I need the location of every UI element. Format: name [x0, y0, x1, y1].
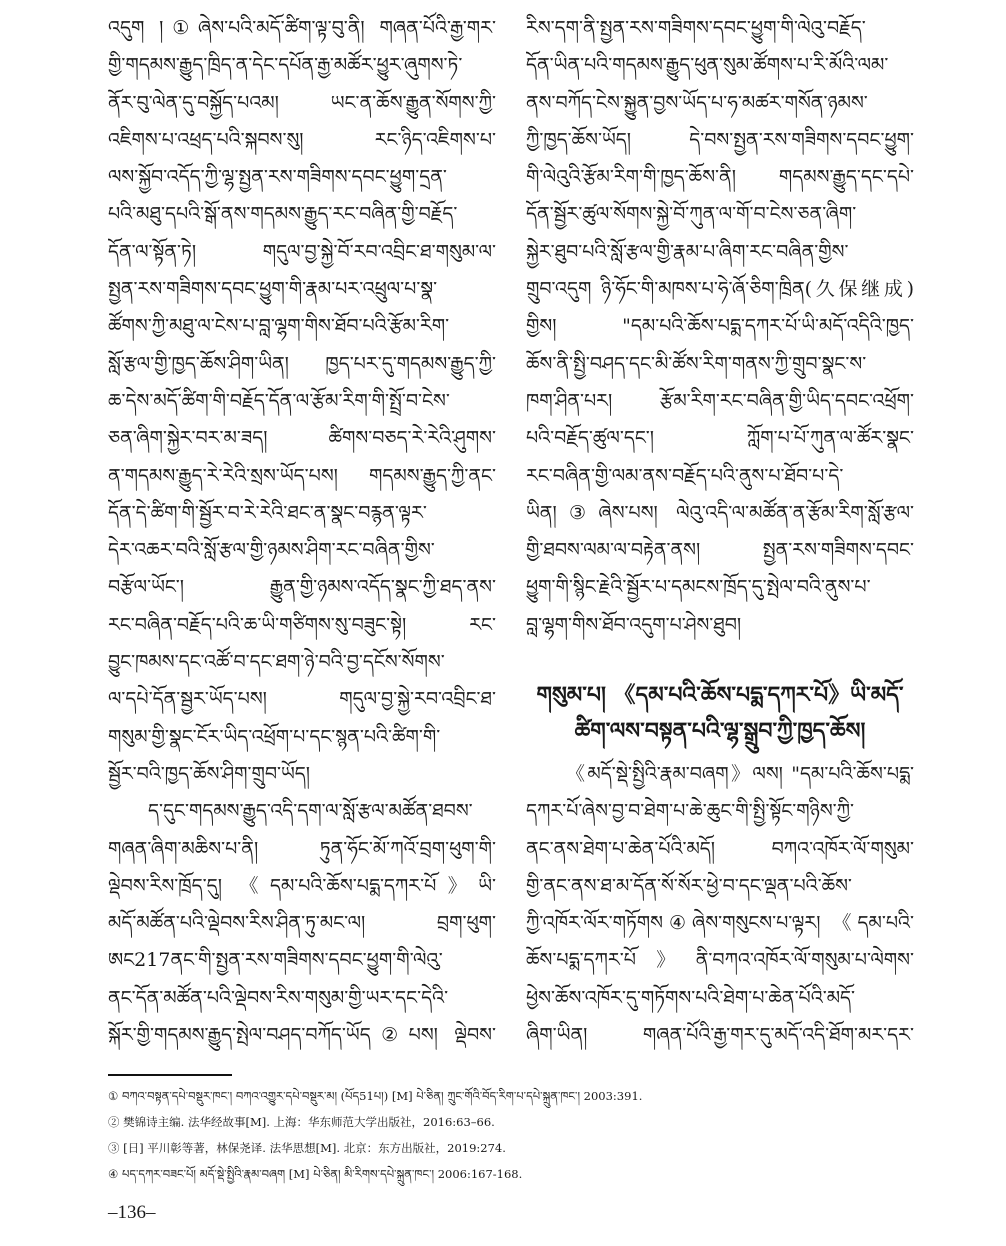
- text-line: ཆོས་པདྨ་དཀར་པོ》ནི་བཀའ་འཁོར་ལོ་གསུམ་པ་ལེགས་: [526, 949, 914, 972]
- text-line: གྱིས། "དམ་པའི་ཆོས་པདྨ་དཀར་པོ་ཡི་མདོ་འདིའི་ཁྱད་: [526, 315, 914, 338]
- text-line: གྱི་གདམས་རྒྱུད་ཁྲིད་ན་དེང་དཔོན་རྒྱ་མཚོར་ཕྱུར་ཞུགས་ཏེ་: [108, 54, 463, 77]
- text-line: བྱུང་ཁམས་དང་འཚོ་བ་དང་ཐག་ཉེ་བའི་བྱ་དངོས་སོགས་: [108, 651, 445, 674]
- text-line: ཁག་ཤིན་པར། རྩོམ་རིག་རང་བཞིན་གྱི་ཡིད་དབང་འཕྲོག་: [526, 389, 914, 412]
- text-line: ནང་དོན་མཚོན་པའི་ལྡེབས་རིས་གསུམ་གྱི་ཡར་དང་དེའི་: [108, 986, 449, 1009]
- footnote-divider: [108, 1074, 232, 1076]
- left-column: [108, 10, 496, 1054]
- text-line: ཆ་དེས་མདོ་ཚིག་གི་བརྗོད་དོན་ལ་རྩོམ་རིག་གི་སྤྲོ་བ་ངེས་: [108, 389, 450, 412]
- text-line: བརྩོལ་ཡོང་། རྒྱུན་གྱི་ཉམས་འདོད་སྣང་ཀྱི་ཐད་ནས་: [108, 576, 496, 599]
- footnote-4: ④ པད་དཀར་བཟང་པོ། མདོ་སྡེ་སྤྱིའི་རྣམ་བཞག [M] པེ་ཅིན། མི་རིགས་དཔེ་སྐྲུན་ཁང་། 2006:167-168.: [108, 1167, 523, 1181]
- text-line: ན་གདམས་རྒྱུད་རེ་རེའི་སྲས་ཡོད་པས། གདམས་རྒྱུད་ཀྱི་ནང་: [108, 464, 496, 487]
- footnote-2: ② 樊锦诗主编. 法华经故事[M]. 上海：华东师范大学出版社，2016:63–66.: [108, 1115, 495, 1129]
- text-line: ལས་སྐྱོབ་འདོད་ཀྱི་ལྷ་སྤྱན་རས་གཟིགས་དབང་ཕྱུག་དྲན་: [108, 166, 447, 189]
- text-line: གསུམ་གྱི་སྣང་ངོར་ཡིད་འཕྲོག་པ་དང་སྙན་པའི་ཚིག་གི་: [108, 725, 441, 748]
- text-line: ནས་བཀོད་ངེས་སྐྱུན་བྱས་ཡོད་པ་ཧ་མཚར་གསོན་ཉམས་: [526, 91, 868, 114]
- text-line: ཆོས་ནི་སྤྱི་བཤད་དང་མི་ཚོས་རིག་གནས་ཀྱི་གྲུབ་སྣང་ས་: [526, 352, 867, 375]
- text-line: ད་དུང་གདམས་རྒྱུད་འདི་དག་ལ་སློ་རྩལ་མཚོན་ཐབས་: [148, 800, 473, 823]
- text-line: རིས་དག་ནི་སྤྱན་རས་གཟིགས་དབང་ཕྱུག་གི་ལེའུ་བརྗོད་: [526, 17, 866, 39]
- text-line: ཅན་ཞིག་སྐྱེར་བར་མ་ཟད། ཚིགས་བཅད་རེ་རེའི་ཤུགས་: [108, 427, 496, 450]
- text-line: དོན་ལ་སྟོན་ཏེ། གདུལ་བྱ་སྐྱེ་བོ་རབ་འབྲིང་ཐ་གསུམ་ལ་: [108, 240, 496, 263]
- text-line: བླ་ལྷག་གིས་ཐོབ་འདུག་པ་ཤེས་ཐུབ།: [526, 613, 742, 636]
- right-column-bottom: [526, 756, 914, 1054]
- text-line: ཕྱུག་གི་སྙིང་རྗེའི་སྦྱོར་པ་དམངས་ཁྲོད་དུ་སྤེལ་བའི་ནུས་པ་: [526, 576, 871, 599]
- text-line: གྱི་ཐབས་ལམ་ལ་བརྟེན་ནས། སྤྱན་རས་གཟིགས་དབང་: [526, 539, 914, 562]
- right-column: [526, 10, 914, 644]
- text-line: དེར་འཆར་བའི་སློ་རྩལ་གྱི་ཉམས་ཤིག་རང་བཞིན་གྱིས་: [108, 539, 435, 562]
- text-line: པའི་མཐུ་དཔའི་སྒོ་ནས་གདམས་རྒྱུད་རང་བཞིན་གྱི་བརྗོད་: [108, 203, 458, 226]
- text-line: སྐོར་གྱི་གདམས་རྒྱུད་སྤེལ་བཤད་བཀོད་ཡོད②པས། ལྡེབས་: [108, 1024, 496, 1047]
- text-line: འདུག །①ཞེས་པའི་མདོ་ཚིག་ལྟ་བུ་ནི། གཞན་པོའི་རྒྱ་གར་: [108, 17, 496, 39]
- section-heading-line-1: གསུམ་པ། 《དམ་པའི་ཆོས་པདྨ་དཀར་པོ》ཡི་མདོ་: [536, 682, 904, 708]
- text-line: ཀྱི་འཁོར་ལོར་གཏོགས④ཞེས་གསུངས་པ་ལྟར། 《དམ་པའི་: [526, 912, 914, 935]
- text-line: རང་བཞིན་བརྗོད་པའི་ཆ་ཡི་གཙིགས་སུ་བཟུང་སྟེ། རང་: [108, 613, 496, 636]
- text-line: ཡིན།③ཞེས་པས། ལེའུ་འདི་ལ་མཚོན་ན་རྩོམ་རིག་སློ་རྩལ་: [526, 501, 914, 524]
- page-number: –136–: [108, 1202, 156, 1223]
- text-line: སློ་རྩལ་གྱི་ཁྱད་ཆོས་ཤིག་ཡིན། ཁྱད་པར་དུ་གདམས་རྒྱུད་ཀྱི་: [108, 352, 496, 375]
- text-line: གྱི་ནང་ནས་ཐ་མ་དོན་སོ་སོར་ཕྱེ་བ་དང་ལྡན་པའི་ཆོས་: [526, 874, 852, 897]
- text-line: སྤྱན་རས་གཟིགས་དབང་ཕྱུག་གི་རྣམ་པར་འཕྲུལ་པ་སྣ་: [108, 278, 438, 301]
- text-line: འཇིགས་པ་འཕྲད་པའི་སྐབས་སུ། རང་ཉིད་འཇིགས་པ་: [108, 128, 496, 151]
- text-line: ཞིག་ཡིན། གཞན་པོའི་རྒྱ་གར་དུ་མདོ་འདི་ཐོག་མར་དར་: [526, 1024, 914, 1047]
- text-line: ཚོགས་ཀྱི་མཐུ་ལ་ངེས་པ་བླ་ལྷག་གིས་ཐོབ་པའི་རྩོམ་རིག་: [108, 315, 450, 338]
- text-line: ནོར་བུ་ལེན་དུ་བསྐྱོད་པའམ། ཡང་ན་ཆོས་རྒྱུན་སོགས་ཀྱི་: [108, 91, 496, 114]
- text-line: གྲུབ་འདུག ཉི་ཧོང་གི་མཁས་པ་ཧེ་ཞོ་ཅིག་ཁྲིན(久保继成): [526, 278, 914, 301]
- text-line: ནང་ནས་ཐེག་པ་ཆེན་པོའི་མདོ། བཀའ་འཁོར་ལོ་གསུམ་: [526, 837, 914, 860]
- text-line: གི་ལེའུའི་རྩོམ་རིག་གི་ཁྱད་ཆོས་ནི། གདམས་རྒྱུད་དང་དཔེ་: [526, 166, 914, 189]
- text-line: 《མདོ་སྡེ་སྤྱིའི་རྣམ་བཞག》ལས། "དམ་པའི་ཆོས་པདྨ་: [566, 763, 914, 785]
- text-line: ལྡེབས་རིས་ཁྲོད་དུ། 《དམ་པའི་ཆོས་པདྨ་དཀར་པོ》ཡི་: [108, 874, 496, 897]
- text-line: རང་བཞིན་གྱི་ལམ་ནས་བརྗོད་པའི་ནུས་པ་ཐོབ་པ་དེ་: [526, 464, 844, 487]
- section-heading-line-2: ཚིག་ལས་བསྟན་པའི་ལྷ་སྒྲུབ་ཀྱི་ཁྱད་ཆོས།: [574, 718, 866, 744]
- text-line: པའི་བརྗོད་ཚུལ་དང་། ཀློག་པ་པོ་ཀུན་ལ་ཚོར་སྣང་: [526, 427, 914, 450]
- text-line: སྦྱོར་བའི་ཁྱད་ཆོས་ཤིག་གྲུབ་ཡོད།: [108, 762, 311, 785]
- footnote-1: ① བཀའ་བསྟན་དཔེ་བསྡུར་ཁང་། བཀའ་འགྱུར་དཔེ་བསྡུར་མ། (པོད51པ།) [M] པེ་ཅིན། ཀྲུང་གོའི་བོད་རིག་པ་དཔེ་སྐྲུན་ཁང་། 2003:391.: [108, 1089, 643, 1103]
- text-line: དོན་སྦྱོར་ཚུལ་སོགས་སྐྱེ་བོ་ཀུན་ལ་གོ་བ་ངེས་ཅན་ཞིག་: [526, 203, 857, 226]
- text-line: ཕྱེས་ཆོས་འཁོར་དུ་གཏོགས་པའི་ཐེག་པ་ཆེན་པོའི་མདོ་: [526, 986, 856, 1009]
- text-line: མདོ་མཚོན་པའི་ལྡེབས་རིས་ཤིན་ཏུ་མང་ལ། བྲག་ཕུག་: [108, 912, 496, 935]
- text-line: སྐྱེར་ཐུབ་པའི་སློ་རྩལ་གྱི་རྣམ་པ་ཞིག་རང་བཞིན་གྱིས་: [526, 240, 849, 263]
- text-line: དཀར་པོ་ཞེས་བྱ་བ་ཐེག་པ་ཆེ་ཆུང་གི་སྤྱི་སྟོང་གཉིས་ཀྱི་: [526, 800, 854, 823]
- text-line: ལ་དཔེ་དོན་སྦྱར་ཡོད་པས། གདུལ་བྱ་སྐྱེ་རབ་འབྲིང་ཐ་: [108, 688, 496, 711]
- text-line: དོན་དེ་ཚིག་གི་སྦྱོར་བ་རེ་རེའི་ཐང་ན་སྣང་བརྙན་ལྟར་: [108, 501, 427, 524]
- text-line: ཨང217ནང་གི་སྤྱན་རས་གཟིགས་དབང་ཕྱུག་གི་ལེའུ་: [108, 949, 443, 972]
- footnote-3: ③ [日] 平川彰等著，林保尧译. 法华思想[M]. 北京：东方出版社，2019:274.: [108, 1141, 506, 1155]
- text-line: ཀྱི་ཁྱད་ཆོས་ཡོད། དེ་བས་སྤྱན་རས་གཟིགས་དབང་ཕྱུག་: [526, 128, 914, 151]
- text-line: གཞན་ཞིག་མཆིས་པ་ནི། ཏུན་ཧོང་མོ་ཀའོ་བྲག་ཕུག་གི་: [108, 837, 496, 860]
- text-line: དོན་ཡིན་པའི་གདམས་རྒྱུད་ཕུན་སུམ་ཚོགས་པ་རི་མོའི་ལམ་: [526, 54, 889, 77]
